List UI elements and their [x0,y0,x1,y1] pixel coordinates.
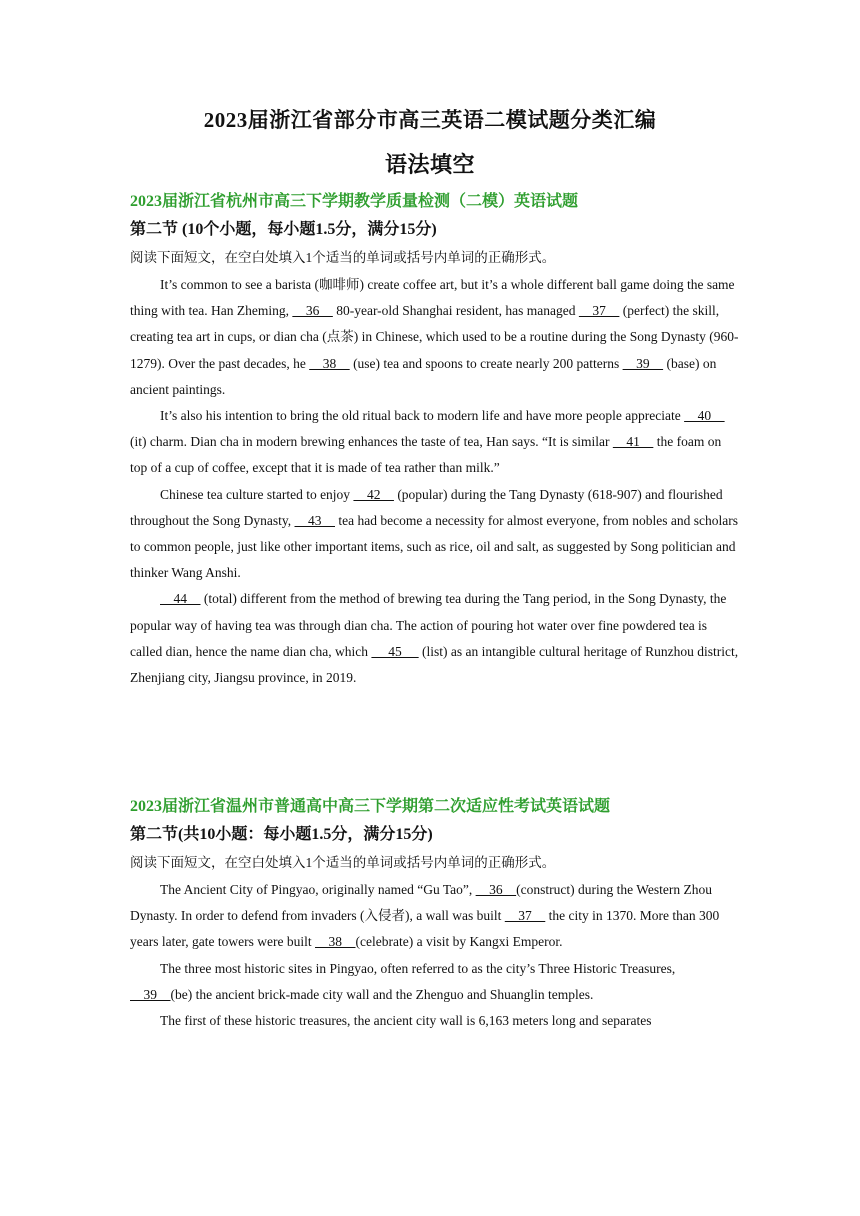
answer-blank: 36 [292,303,333,319]
answer-blank: 38 [309,355,350,371]
answer-blank: 41 [612,434,654,450]
paragraph [130,482,740,587]
answer-blank: 39 [130,986,171,1002]
passage-text: (total) different from the method of brewing tea during the Tang period, in the Song Dynasty, the popular way of having tea was through dian cha. The action of pouring hot water over fine powdered tea is called dian, hence the name dian cha, which [130,591,727,659]
paragraph [130,1008,740,1034]
passage-text: 80-year-old Shanghai resident, has managed [332,303,579,319]
answer-blank: 38 [315,934,356,950]
passage-text: (base) on ancient paintings. [130,355,717,397]
section-title: 2023届浙江省杭州市高三下学期教学质量检测（二模）英语试题 [130,193,579,210]
section-part-heading: 第二节 (10个小题，每小题1.5分，满分15分) [130,221,437,238]
passage-text: It’s also his intention to bring the old ritual back to modern life and have more people appreciate [160,408,685,424]
section-title: 2023届浙江省温州市普通高中高三下学期第二次适应性考试英语试题 [130,798,611,815]
answer-blank: 44 [160,591,201,607]
document-title: 2023届浙江省部分市高三英语二模试题分类汇编 [203,108,657,132]
passage-text: (celebrate) a visit by Kangxi Emperor. [355,934,563,950]
section-part-heading: 第二节(共10小题：每小题1.5分，满分15分) [130,826,433,843]
section-hangzhou [130,192,740,691]
passage-text: Chinese tea culture started to enjoy [160,486,354,502]
section-instruction: 阅读下面短文，在空白处填入1个适当的单词或括号内单词的正确形式。 [130,855,556,870]
passage-text: (it) charm. Dian cha in modern brewing enhances the taste of tea, Han says. “It is similar [130,434,613,450]
passage-text: the foam on top of a cup of coffee, except that it is made of tea rather than milk.” [130,434,722,476]
passage-text: It’s common to see a barista (咖啡师) create coffee art, but it’s a whole different ball game doing the same thing with tea. Han Zheming, [130,277,735,319]
answer-blank: 37 [578,303,620,319]
passage [130,877,740,1034]
passage-text: (popular) during the Tang Dynasty (618-907) and flourished throughout the Song Dynasty, [130,486,723,528]
paragraph [130,877,740,956]
passage-text: (perfect) the skill, creating tea art in cups, or dian cha (点茶) in Chinese, which used to be a routine during the Song Dynasty (960-1279). Over the past decades, he [130,303,739,371]
answer-blank: 42 [353,486,394,502]
passage-text: (construct) during the Western Zhou Dynasty. In order to defend from invaders (入侵者), a wall was built [130,882,712,924]
answer-blank: 37 [504,908,546,924]
passage-text: (be) the ancient brick-made city wall and the Zhenguo and Shuanglin temples. [170,986,594,1002]
answer-blank: 39 [622,355,664,371]
passage-text: (list) as an intangible cultural heritage of Runzhou district, Zhenjiang city, Jiangsu province, in 2019. [130,643,739,686]
paragraph [130,272,740,403]
answer-blank: 40 [684,408,725,424]
paragraph [130,956,740,1008]
section-wenzhou [130,797,740,1034]
passage-text: (use) tea and spoons to create nearly 200 patterns [349,355,623,371]
paragraph [130,586,740,691]
passage-text: The three most historic sites in Pingyao, often referred to as the city’s Three Historic Treasures, [160,960,676,976]
paragraph [130,403,740,482]
answer-blank: 45 [371,643,419,659]
passage-text: The Ancient City of Pingyao, originally named “Gu Tao”, [160,882,476,897]
answer-blank: 43 [294,512,335,528]
document-subtitle: 语法填空 [384,152,475,177]
passage-text: The first of these historic treasures, the ancient city wall is 6,163 meters long and separates [160,1013,652,1029]
section-instruction: 阅读下面短文，在空白处填入1个适当的单词或括号内单词的正确形式。 [130,250,556,265]
passage-text: the city in 1370. More than 300 years later, gate towers were built [130,908,720,950]
answer-blank: 36 [475,882,517,897]
passage-text: tea had become a necessity for almost everyone, from nobles and scholars to common people, just like other important items, such as rice, oil and salt, as suggested by Song politician and thinker Wang Anshi. [130,512,738,581]
passage [130,272,740,691]
